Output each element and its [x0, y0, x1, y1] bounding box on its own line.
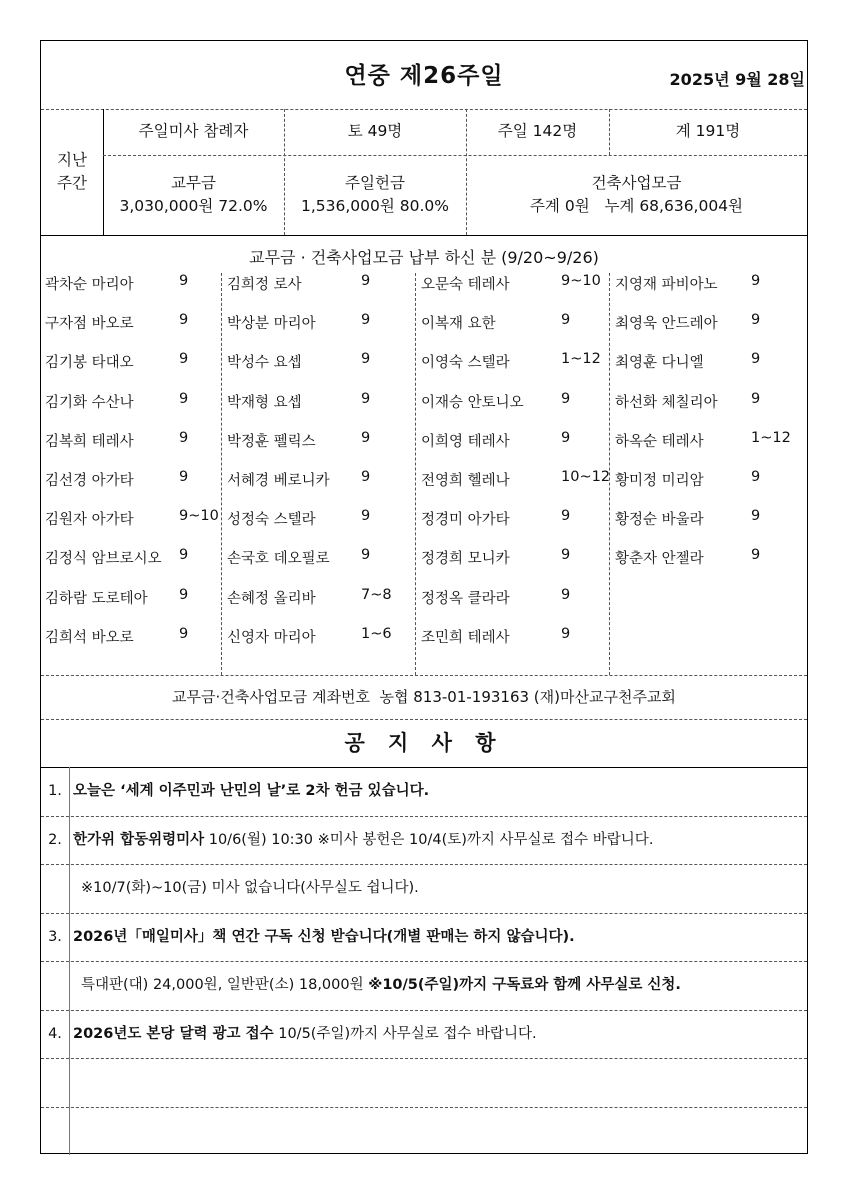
donor-row: [45, 547, 225, 586]
donor-row: [45, 508, 225, 547]
donor-name: 이영숙 스텔라: [421, 355, 510, 372]
notice-number: [41, 864, 69, 913]
donor-months: 9: [179, 273, 189, 289]
donor-months: 1~12: [561, 351, 601, 368]
donor-row: [227, 273, 407, 312]
notice-number: 4.: [48, 1025, 62, 1042]
donor-row: [227, 587, 407, 626]
donor-row: [421, 626, 601, 665]
notice-bold-text: 한가위 합동위령미사: [73, 831, 205, 848]
donor-name: 박성수 요셉: [227, 355, 302, 372]
divider: [69, 816, 70, 865]
donor-months: 9: [361, 429, 371, 446]
notice-text: [73, 913, 575, 961]
divider: [69, 913, 70, 962]
donor-name: 김선경 아가타: [45, 473, 134, 489]
divider: [69, 1058, 70, 1107]
donor-name: 황춘자 안젤라: [615, 551, 704, 568]
donor-name: 김희정 로사: [227, 277, 302, 293]
donor-name: 이희영 테레사: [421, 433, 510, 450]
dues-cell: [103, 155, 284, 235]
donor-months: 9: [751, 312, 761, 329]
stats-label-line1: 지난: [57, 150, 87, 169]
donor-name: 김원자 아가타: [45, 512, 134, 529]
donor-name: 황정순 바울라: [615, 512, 704, 529]
notice-bold-text: ※10/5(주일)까지 구독료와 함께 사무실로 신청.: [368, 977, 681, 993]
notice-number: [41, 961, 69, 1010]
donor-row: [421, 391, 601, 430]
donor-months: 9: [561, 508, 571, 525]
donor-name: 김기화 수산나: [45, 394, 134, 411]
dues-label: 교무금: [171, 173, 216, 192]
donor-row: [615, 508, 795, 547]
stats-section-label: [41, 109, 103, 235]
donor-name: 최영욱 안드레아: [615, 316, 718, 333]
donor-name: 성정숙 스텔라: [227, 512, 316, 529]
divider: [69, 767, 70, 816]
donor-name: 김정식 암브로시오: [45, 551, 162, 568]
donor-row: [227, 469, 407, 508]
donor-name: 오문숙 테레사: [421, 277, 510, 293]
donor-row: [45, 587, 225, 626]
notice-bold-text: 2026년「매일미사」책 연간 구독 신청 받습니다(개별 판매는 하지 않습니다).: [73, 928, 575, 945]
donor-row: [421, 587, 601, 626]
donor-row: [421, 351, 601, 390]
notice-number: [41, 1058, 69, 1107]
donor-months: 9: [179, 390, 189, 407]
donor-row: [227, 391, 407, 430]
notice-row: [41, 767, 807, 817]
donor-row: [615, 273, 795, 312]
donor-months: 9: [751, 547, 761, 564]
donor-months: 10~12: [561, 469, 611, 485]
donor-row: [421, 547, 601, 586]
stats-label-line2: 주간: [57, 174, 87, 192]
donor-months: 1~6: [361, 625, 392, 642]
donor-months: 9: [179, 469, 189, 485]
donor-row: [45, 469, 225, 508]
bulletin-frame: [40, 40, 808, 1154]
donor-row: [615, 430, 795, 469]
page-title: 연중 제26주일: [344, 63, 504, 89]
notice-row: [41, 1058, 807, 1108]
donor-name: 박상분 마리아: [227, 316, 316, 333]
donor-name: 서혜경 베로니카: [227, 473, 330, 489]
notice-number: 1.: [48, 783, 62, 799]
donor-name: 손혜정 올리바: [227, 590, 316, 607]
attendance-sun: 주일 142명: [497, 122, 578, 141]
donor-months: 9: [361, 273, 371, 289]
donor-months: 9: [561, 429, 571, 446]
donor-name: 하선화 체칠리아: [615, 394, 718, 411]
notice-plain-text: 10/5(주일)까지 사무실로 접수 바랍니다.: [273, 1025, 537, 1042]
header: [41, 41, 807, 110]
donor-row: [615, 391, 795, 430]
donor-months: 9: [751, 351, 761, 368]
notice-bold-text: 오늘은 ‘세계 이주민과 난민의 날’로 2차 헌금 있습니다.: [73, 783, 430, 799]
notice-row: [41, 1010, 807, 1060]
donor-row: [421, 273, 601, 312]
notice-row: [41, 816, 807, 866]
donor-row: [615, 547, 795, 586]
donor-row: [227, 508, 407, 547]
donor-name: 구자점 바오로: [45, 316, 134, 333]
donor-months: 9: [179, 547, 189, 564]
offering-value: 1,536,000원 80.0%: [300, 197, 450, 215]
donor-row: [227, 430, 407, 469]
donor-months: 7~8: [361, 586, 392, 603]
donor-months: 9: [179, 429, 189, 446]
divider: [415, 273, 416, 675]
donor-row: [421, 312, 601, 351]
notice-text: [73, 1010, 537, 1058]
donor-months: 9~10: [561, 273, 601, 289]
dues-value: 3,030,000원 72.0%: [119, 197, 268, 215]
notice-row: [41, 864, 807, 914]
donor-months: 9: [361, 351, 371, 368]
donor-name: 김희석 바오로: [45, 629, 134, 646]
notice-text: [81, 864, 419, 912]
donor-row: [45, 430, 225, 469]
donor-row: [615, 469, 795, 508]
donor-months: 9: [561, 390, 571, 407]
attendance-label: 주일미사 참례자: [138, 122, 249, 141]
notice-number: [41, 1107, 69, 1156]
donor-months: 9: [361, 508, 371, 525]
offering-cell: [284, 155, 466, 235]
notice-number: 3.: [48, 928, 62, 945]
donor-name: 박정훈 펠릭스: [227, 433, 316, 450]
donor-section: [41, 235, 807, 676]
notice-plain-text: 특대판(대) 24,000원, 일반판(소) 18,000원: [81, 977, 369, 993]
donor-name: 조민희 테레사: [421, 629, 510, 646]
donor-name: 곽차순 마리아: [45, 277, 134, 293]
donor-row: [45, 312, 225, 351]
notice-plain-text: 10/6(월) 10:30 ※미사 봉헌은 10/4(토)까지 사무실로 접수 바랍니다.: [204, 831, 654, 848]
notice-plain-text: ※10/7(화)~10(금) 미사 없습니다(사무실도 쉽니다).: [81, 880, 419, 896]
donor-name: 정경희 모니카: [421, 551, 510, 568]
donor-months: 9: [179, 351, 189, 368]
notice-text: [73, 816, 653, 864]
donor-name: 김복희 테레사: [45, 433, 134, 450]
donor-months: 9: [751, 469, 761, 485]
building-fund-cell: [466, 155, 807, 235]
donor-row: [227, 626, 407, 665]
donor-row: [615, 351, 795, 390]
donor-row: [421, 469, 611, 508]
donor-row: [45, 391, 225, 430]
donor-months: 9: [179, 586, 189, 603]
attendance-total: 계 191명: [675, 122, 741, 141]
divider: [69, 864, 70, 913]
divider: [69, 1010, 70, 1059]
bulletin-date: 2025년 9월 28일: [669, 70, 805, 89]
offering-label: 주일헌금: [345, 173, 405, 192]
donor-months: 9: [179, 312, 189, 329]
donor-row: [421, 508, 601, 547]
donor-row: [227, 547, 407, 586]
donor-name: 정경미 아가타: [421, 512, 510, 529]
donor-months: 9: [561, 312, 571, 329]
donor-row: [45, 351, 225, 390]
donor-months: 9: [361, 312, 371, 329]
building-fund-value: 주계 0원 누계 68,636,004원: [529, 197, 744, 215]
notice-row: [41, 1107, 807, 1156]
donor-months: 9: [751, 273, 761, 289]
attendance-sat: 토 49명: [347, 122, 403, 141]
donor-name: 전영희 헬레나: [421, 473, 510, 489]
donor-name: 하옥순 테레사: [615, 433, 704, 450]
notice-bold-text: 2026년도 본당 달력 광고 접수: [73, 1025, 274, 1042]
donor-name: 최영훈 다니엘: [615, 355, 704, 372]
donor-name: 김기봉 타대오: [45, 355, 134, 372]
notice-row: [41, 961, 807, 1011]
donor-months: 9: [561, 586, 571, 603]
donor-name: 이재승 안토니오: [421, 394, 524, 411]
donor-row: [421, 430, 601, 469]
donor-months: 9: [361, 547, 371, 564]
donor-row: [45, 273, 225, 312]
donor-name: 박재형 요셉: [227, 394, 302, 411]
donor-months: 1~12: [751, 429, 791, 446]
donor-row: [227, 351, 407, 390]
donor-months: 9: [361, 469, 371, 485]
notice-row: [41, 913, 807, 963]
donor-name: 지영재 파비아노: [615, 277, 718, 293]
donor-row: [45, 626, 225, 665]
notice-heading: 공 지 사 항: [41, 719, 807, 768]
donor-months: 9: [561, 547, 571, 564]
donor-name: 손국호 데오필로: [227, 551, 330, 568]
weekly-stats: [41, 109, 807, 236]
donor-name: 정정옥 클라라: [421, 590, 510, 607]
donor-months: 9~10: [179, 508, 219, 525]
donor-name: 황미정 미리암: [615, 473, 704, 489]
divider: [69, 961, 70, 1010]
donor-name: 신영자 마리아: [227, 629, 316, 646]
donor-row: [227, 312, 407, 351]
donor-name: 이복재 요한: [421, 316, 496, 333]
donor-name: 김하람 도로테아: [45, 590, 148, 607]
donor-months: 9: [179, 625, 189, 642]
donor-months: 9: [561, 625, 571, 642]
donor-heading: 교무금 · 건축사업모금 납부 하신 분 (9/20~9/26): [249, 248, 599, 267]
building-fund-label: 건축사업모금: [591, 173, 682, 192]
divider: [69, 1107, 70, 1156]
donor-row: [615, 312, 795, 351]
notice-text: [73, 767, 429, 815]
account-info: 교무금·건축사업모금 계좌번호 농협 813-01-193163 (재)마산교구천주교회: [41, 675, 807, 720]
notice-number: 2.: [48, 831, 62, 848]
donor-months: 9: [751, 390, 761, 407]
notice-text: [81, 961, 681, 1009]
donor-months: 9: [361, 390, 371, 407]
donor-months: 9: [751, 508, 761, 525]
